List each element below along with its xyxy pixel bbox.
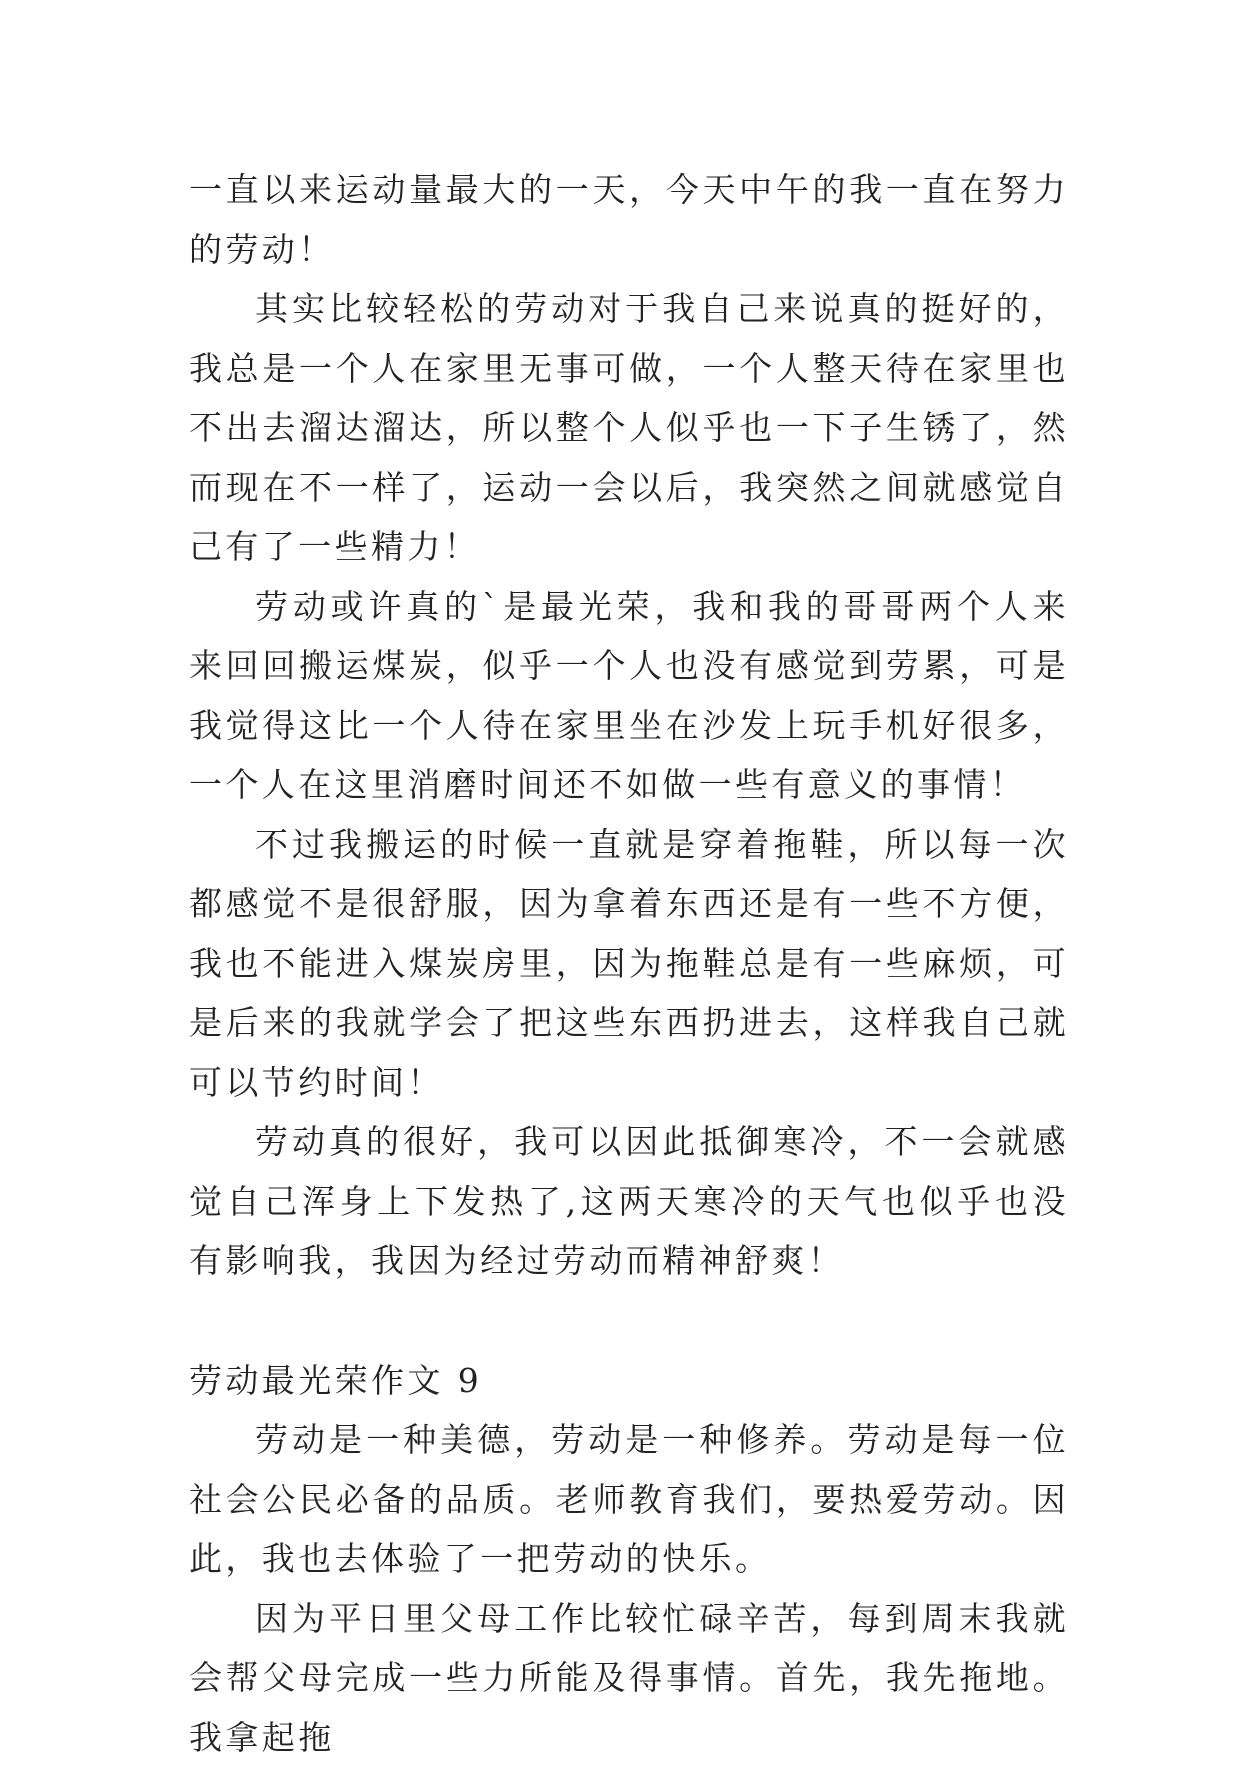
paragraph: 因为平日里父母工作比较忙碌辛苦，每到周末我就会帮父母完成一些力所能及得事情。首先，我先拖地。我拿起拖 — [189, 1589, 1069, 1767]
paragraph: 劳动真的很好，我可以因此抵御寒冷，不一会就感觉自己浑身上下发热了,这两天寒冷的天气也似乎也没有影响我，我因为经过劳动而精神舒爽！ — [189, 1112, 1069, 1291]
document-body — [189, 160, 1069, 1767]
section-title: 劳动最光荣作文 9 — [189, 1351, 1069, 1411]
paragraph-continued: 一直以来运动量最大的一天，今天中午的我一直在努力的劳动！ — [189, 160, 1069, 279]
paragraph: 劳动是一种美德，劳动是一种修养。劳动是每一位社会公民必备的品质。老师教育我们，要热爱劳动。因此，我也去体验了一把劳动的快乐。 — [189, 1410, 1069, 1589]
paragraph: 劳动或许真的`是最光荣，我和我的哥哥两个人来来回回搬运煤炭，似乎一个人也没有感觉到劳累，可是我觉得这比一个人待在家里坐在沙发上玩手机好很多，一个人在这里消磨时间还不如做一些有意义的事情！ — [189, 577, 1069, 815]
paragraph: 其实比较轻松的劳动对于我自己来说真的挺好的，我总是一个人在家里无事可做，一个人整天待在家里也不出去溜达溜达，所以整个人似乎也一下子生锈了，然而现在不一样了，运动一会以后，我突然之间就感觉自己有了一些精力！ — [189, 279, 1069, 577]
paragraph: 不过我搬运的时候一直就是穿着拖鞋，所以每一次都感觉不是很舒服，因为拿着东西还是有一些不方便，我也不能进入煤炭房里，因为拖鞋总是有一些麻烦，可是后来的我就学会了把这些东西扔进去，这样我自己就可以节约时间！ — [189, 815, 1069, 1113]
